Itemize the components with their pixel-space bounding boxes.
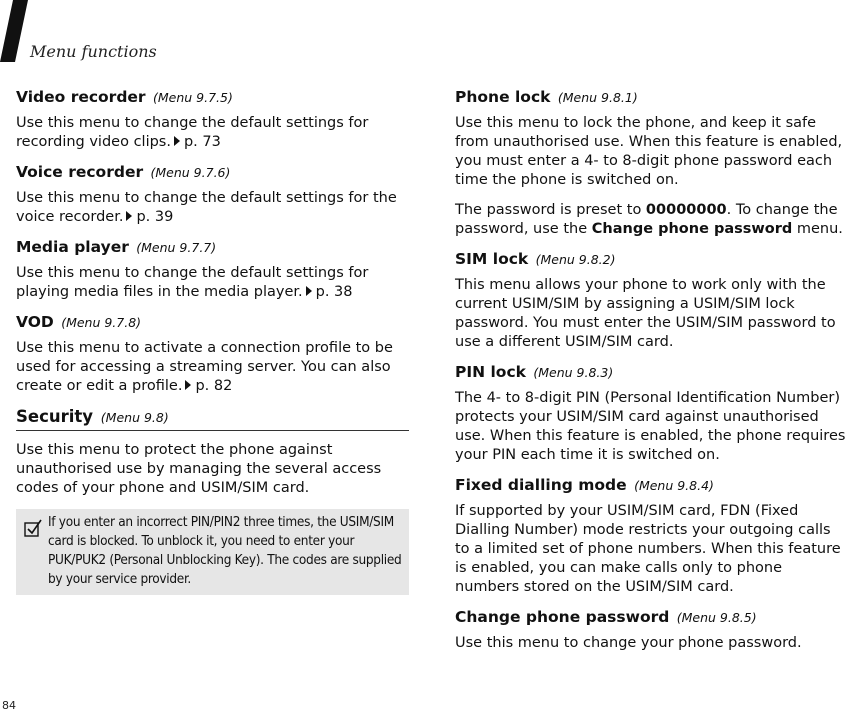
phone-lock-preset-text	[455, 201, 845, 239]
pin-lock-text: The 4- to 8-digit PIN (Personal Identification Number) protects your USIM/SIM card against unauthorised use. When this feature is enabled, the phone requires your PIN each time it is switched on.	[455, 390, 845, 463]
sim-lock-heading	[455, 250, 845, 268]
vod-body: Use this menu to activate a connection profile to be used for accessing a streaming server. You can also create or edit a profile.	[16, 340, 393, 394]
arrow-right-icon	[126, 211, 132, 221]
media-player-title: Media player	[16, 238, 129, 256]
pin-lock-heading	[455, 363, 845, 381]
fdn-menu-number: (Menu 9.8.4)	[634, 478, 714, 493]
checkmark-note-icon	[24, 519, 42, 537]
left-column	[16, 88, 409, 595]
video-recorder-text	[16, 114, 409, 152]
security-title: Security	[16, 407, 94, 426]
fdn-text: If supported by your USIM/SIM card, FDN (Fixed Dialling Number) mode restricts your outgoing calls to a limited set of phone numbers. When this feature is enabled, you can make calls only to phone numbers stored on the USIM/SIM card.	[455, 503, 841, 595]
change-password-heading	[455, 608, 845, 626]
voice-recorder-body: Use this menu to change the default settings for the voice recorder.	[16, 190, 397, 225]
arrow-right-icon	[306, 286, 312, 296]
header-title: Menu functions	[30, 42, 157, 61]
video-recorder-body: Use this menu to change the default settings for recording video clips.	[16, 115, 369, 150]
media-player-body: Use this menu to change the default settings for playing media files in the media player.	[16, 265, 369, 300]
change-password-title: Change phone password	[455, 608, 670, 626]
sim-lock-title: SIM lock	[455, 250, 529, 268]
vod-page-ref: p. 82	[195, 378, 233, 394]
media-player-menu-number: (Menu 9.7.7)	[136, 240, 217, 255]
arrow-right-icon	[174, 136, 180, 146]
phone-lock-heading	[455, 88, 845, 106]
preset-prefix: The password is preset to	[455, 202, 646, 218]
security-menu-number: (Menu 9.8)	[100, 410, 169, 425]
video-recorder-page-ref: p. 73	[183, 134, 221, 150]
preset-password-value: 00000000	[645, 202, 727, 218]
security-heading	[16, 407, 409, 431]
note-box	[16, 509, 409, 595]
header-accent-bar	[0, 0, 28, 62]
phone-lock-text: Use this menu to lock the phone, and keep it safe from unauthorised use. When this feature is enabled, you must enter a 4- to 8-digit phone password each time the phone is switched on.	[455, 115, 843, 188]
voice-recorder-heading	[16, 163, 409, 181]
voice-recorder-page-ref: p. 39	[136, 209, 174, 225]
note-text: If you enter an incorrect PIN/PIN2 three times, the USIM/SIM card is blocked. To unblock it, you need to enter your PUK/PUK2 (Personal Unblocking Key). The codes are supplied by your service provider.	[48, 514, 402, 587]
fdn-title: Fixed dialling mode	[455, 476, 627, 494]
vod-menu-number: (Menu 9.7.8)	[61, 315, 142, 330]
preset-menu-name: Change phone password	[591, 221, 793, 237]
change-password-menu-number: (Menu 9.8.5)	[676, 610, 757, 625]
voice-recorder-text	[16, 189, 409, 227]
voice-recorder-menu-number: (Menu 9.7.6)	[150, 165, 231, 180]
media-player-page-ref: p. 38	[315, 284, 353, 300]
preset-suffix: menu.	[792, 221, 843, 237]
arrow-right-icon	[185, 380, 191, 390]
video-recorder-title: Video recorder	[16, 88, 146, 106]
security-text: Use this menu to protect the phone against unauthorised use by managing the several access codes of your phone and USIM/SIM card.	[16, 442, 382, 496]
preset-middle: . To change the password, use the	[455, 202, 838, 237]
sim-lock-menu-number: (Menu 9.8.2)	[535, 252, 616, 267]
vod-text	[16, 339, 409, 396]
pin-lock-menu-number: (Menu 9.8.3)	[533, 365, 614, 380]
fdn-heading	[455, 476, 845, 494]
vod-title: VOD	[16, 313, 54, 331]
sim-lock-text: This menu allows your phone to work only with the current USIM/SIM by assigning a USIM/SIM lock password. You must enter the USIM/SIM password to use a different USIM/SIM card.	[455, 277, 836, 350]
vod-heading	[16, 313, 409, 331]
right-column	[455, 88, 845, 664]
change-password-text: Use this menu to change your phone password.	[455, 635, 802, 651]
phone-lock-menu-number: (Menu 9.8.1)	[557, 90, 638, 105]
video-recorder-menu-number: (Menu 9.7.5)	[152, 90, 233, 105]
pin-lock-title: PIN lock	[455, 363, 526, 381]
video-recorder-heading	[16, 88, 409, 106]
page-number: 84	[2, 699, 16, 712]
phone-lock-title: Phone lock	[455, 88, 551, 106]
media-player-heading	[16, 238, 409, 256]
media-player-text	[16, 264, 409, 302]
voice-recorder-title: Voice recorder	[16, 163, 144, 181]
